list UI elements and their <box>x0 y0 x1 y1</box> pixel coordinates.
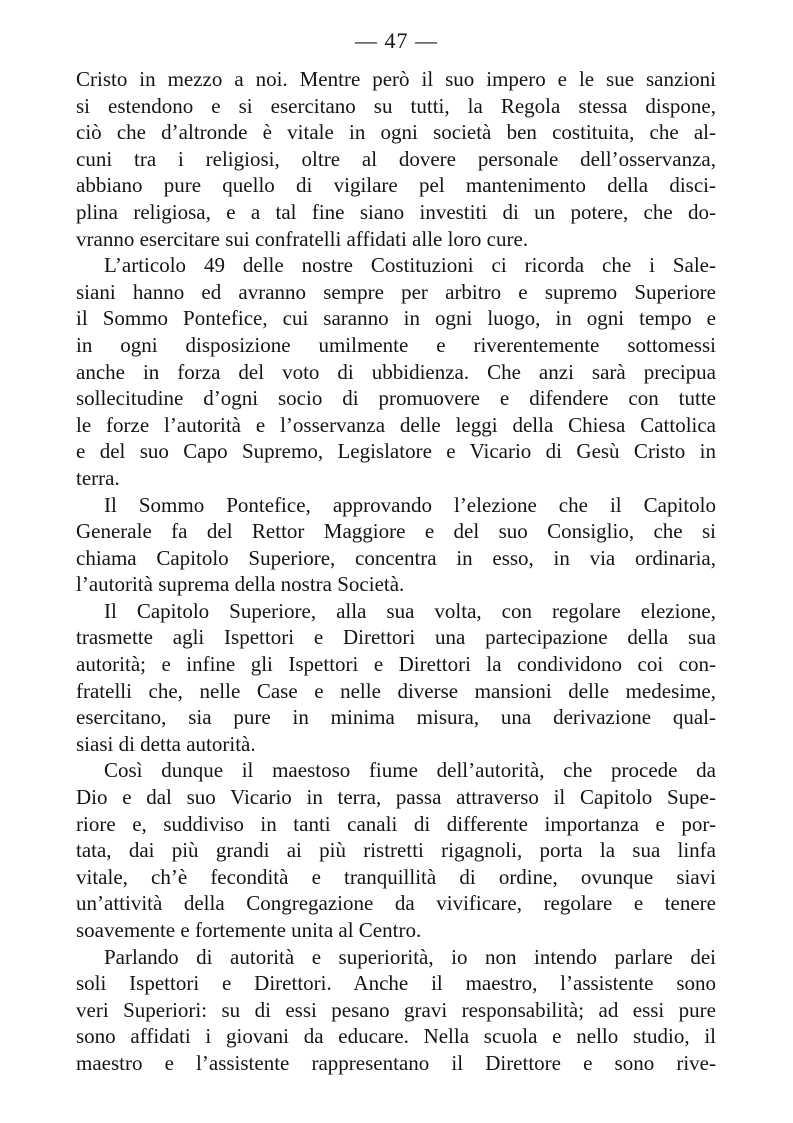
text-line: tata, dai più grandi ai più ristretti rigagnoli, porta la sua linfa <box>76 838 716 863</box>
text-line: vranno esercitare sui confratelli affidati alle loro cure. <box>76 226 529 251</box>
text-line: il Sommo Pontefice, cui saranno in ogni luogo, in ogni tempo e <box>76 306 716 331</box>
text-line: L’articolo 49 delle nostre Costituzioni ci ricorda che i Sale- <box>104 253 716 278</box>
text-line: abbiano pure quello di vigilare pel mantenimento della disci- <box>76 173 716 198</box>
text-line: Il Capitolo Superiore, alla sua volta, con regolare elezione, <box>104 598 716 623</box>
text-line: veri Superiori: su di essi pesano gravi responsabilità; ad essi pure <box>76 997 716 1022</box>
text-line: soli Ispettori e Direttori. Anche il maestro, l’assistente sono <box>76 971 716 996</box>
text-line: anche in forza del voto di ubbidienza. Che anzi sarà precipua <box>76 359 716 384</box>
text-line: ciò che d’altronde è vitale in ogni società ben costituita, che al- <box>76 120 716 145</box>
text-line: l’autorità suprema della nostra Società. <box>76 572 405 597</box>
text-line: si estendono e si esercitano su tutti, la Regola stessa dispone, <box>76 93 716 118</box>
text-line: terra. <box>76 465 120 490</box>
text-line: sono affidati i giovani da educare. Nella scuola e nello studio, il <box>76 1024 716 1049</box>
text-line: Parlando di autorità e superiorità, io non intendo parlare dei <box>104 944 716 969</box>
text-line: le forze l’autorità e l’osservanza delle leggi della Chiesa Cattolica <box>76 412 716 437</box>
text-line: siani hanno ed avranno sempre per arbitro e supremo Superiore <box>76 279 716 304</box>
text-line: e del suo Capo Supremo, Legislatore e Vicario di Gesù Cristo in <box>76 439 716 464</box>
text-line: in ogni disposizione umilmente e riverentemente sottomessi <box>76 332 716 357</box>
text-line: sollecitudine d’ogni socio di promuovere e difendere con tutte <box>76 386 716 411</box>
page-number: — 47 — <box>355 28 438 53</box>
text-line: un’attività della Congregazione da vivificare, regolare e tenere <box>76 891 716 916</box>
text-line: autorità; e infine gli Ispettori e Direttori la condividono coi con- <box>76 652 716 677</box>
text-line: esercitano, sia pure in minima misura, una derivazione qual- <box>76 705 716 730</box>
body-text <box>76 66 716 1077</box>
text-line: Così dunque il maestoso fiume dell’autorità, che procede da <box>104 758 716 783</box>
text-line: Cristo in mezzo a noi. Mentre però il suo impero e le sue sanzioni <box>76 67 716 91</box>
text-line: Generale fa del Rettor Maggiore e del suo Consiglio, che si <box>76 519 716 544</box>
text-line: siasi di detta autorità. <box>76 731 256 756</box>
text-line: Dio e dal suo Vicario in terra, passa attraverso il Capitolo Supe- <box>76 785 716 810</box>
text-line: trasmette agli Ispettori e Direttori una partecipazione della sua <box>76 625 716 650</box>
text-line: riore e, suddiviso in tanti canali di differente importanza e por- <box>76 811 716 836</box>
text-line: soavemente e fortemente unita al Centro. <box>76 918 422 942</box>
text-line: cuni tra i religiosi, oltre al dovere personale dell’osservanza, <box>76 146 716 171</box>
text-line: fratelli che, nelle Case e nelle diverse mansioni delle medesime, <box>76 678 716 703</box>
text-line: maestro e l’assistente rappresentano il Direttore e sono rive- <box>76 1050 716 1075</box>
text-line: chiama Capitolo Superiore, concentra in esso, in via ordinaria, <box>76 545 716 570</box>
text-line: plina religiosa, e a tal fine siano investiti di un potere, che do- <box>76 199 716 224</box>
text-line: vitale, ch’è fecondità e tranquillità di ordine, ovunque siavi <box>76 864 716 889</box>
text-line: Il Sommo Pontefice, approvando l’elezione che il Capitolo <box>104 492 716 517</box>
